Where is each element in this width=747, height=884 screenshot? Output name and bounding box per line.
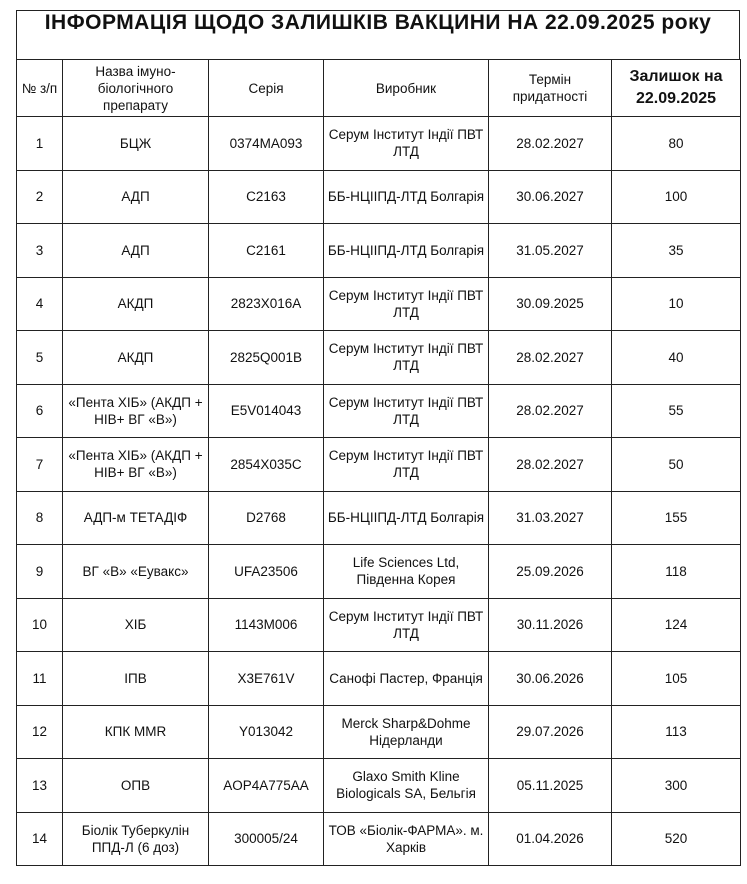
table-row	[17, 331, 741, 385]
series-cell: Y013042	[209, 705, 324, 759]
series-cell: 0374MA093	[209, 117, 324, 171]
table-row	[17, 545, 741, 599]
stock-remaining-cell: 55	[612, 384, 741, 438]
manufacturer-cell: Санофі Пастер, Франція	[324, 652, 489, 706]
series-cell: X3E761V	[209, 652, 324, 706]
series-cell: E5V014043	[209, 384, 324, 438]
stock-remaining-cell: 35	[612, 224, 741, 278]
vaccine-name-cell: ОПВ	[63, 759, 209, 813]
expiry-date-cell: 28.02.2027	[489, 117, 612, 171]
row-number-cell: 7	[17, 438, 63, 492]
table-row	[17, 705, 741, 759]
expiry-date-cell: 30.11.2026	[489, 598, 612, 652]
expiry-date-cell: 30.06.2026	[489, 652, 612, 706]
manufacturer-cell: ББ-НЦІІПД-ЛТД Болгарія	[324, 224, 489, 278]
series-cell: 2825Q001B	[209, 331, 324, 385]
row-number-cell: 4	[17, 277, 63, 331]
series-cell: 2854X035C	[209, 438, 324, 492]
vaccine-name-cell: ХІБ	[63, 598, 209, 652]
vaccine-name-cell: «Пента ХІБ» (АКДП + НІВ+ ВГ «В»)	[63, 384, 209, 438]
manufacturer-cell: Серум Інститут Індії ПВТ ЛТД	[324, 277, 489, 331]
vaccine-name-cell: АДП-м ТЕТАДІФ	[63, 491, 209, 545]
expiry-date-cell: 31.03.2027	[489, 491, 612, 545]
stock-remaining-cell: 105	[612, 652, 741, 706]
expiry-date-cell: 30.09.2025	[489, 277, 612, 331]
series-cell: 2823X016A	[209, 277, 324, 331]
row-number-cell: 5	[17, 331, 63, 385]
table-row	[17, 812, 741, 866]
manufacturer-cell: Merck Sharp&Dohme Нідерланди	[324, 705, 489, 759]
series-cell: D2768	[209, 491, 324, 545]
table-row	[17, 438, 741, 492]
stock-remaining-cell: 155	[612, 491, 741, 545]
vaccine-name-cell: АДП	[63, 170, 209, 224]
row-number-cell: 14	[17, 812, 63, 866]
manufacturer-cell: ББ-НЦІІПД-ЛТД Болгарія	[324, 491, 489, 545]
row-number-cell: 3	[17, 224, 63, 278]
manufacturer-cell: Серум Інститут Індії ПВТ ЛТД	[324, 598, 489, 652]
vaccine-name-cell: КПК MMR	[63, 705, 209, 759]
vaccine-name-cell: АКДП	[63, 331, 209, 385]
table-row	[17, 117, 741, 171]
stock-remaining-cell: 520	[612, 812, 741, 866]
vaccine-name-cell: АДП	[63, 224, 209, 278]
row-number-cell: 9	[17, 545, 63, 599]
row-number-cell: 8	[17, 491, 63, 545]
expiry-date-cell: 05.11.2025	[489, 759, 612, 813]
document-title: ІНФОРМАЦІЯ ЩОДО ЗАЛИШКІВ ВАКЦИНИ НА 22.09.2025 року	[16, 10, 740, 59]
table-row	[17, 384, 741, 438]
stock-remaining-cell: 80	[612, 117, 741, 171]
manufacturer-cell: ТОВ «Біолік-ФАРМА». м. Харків	[324, 812, 489, 866]
manufacturer-cell: Серум Інститут Індії ПВТ ЛТД	[324, 384, 489, 438]
table-row	[17, 224, 741, 278]
vaccine-name-cell: ВГ «В» «Еувакс»	[63, 545, 209, 599]
series-cell: 300005/24	[209, 812, 324, 866]
manufacturer-cell: Серум Інститут Індії ПВТ ЛТД	[324, 438, 489, 492]
row-number-cell: 1	[17, 117, 63, 171]
stock-remaining-cell: 113	[612, 705, 741, 759]
series-cell: C2163	[209, 170, 324, 224]
manufacturer-cell: Glaxo Smith Kline Biologicals SA, Бельгія	[324, 759, 489, 813]
table-row	[17, 759, 741, 813]
column-header-manufacturer: Виробник	[324, 60, 489, 117]
vaccine-stock-table	[16, 59, 741, 866]
expiry-date-cell: 30.06.2027	[489, 170, 612, 224]
table-row	[17, 491, 741, 545]
stock-remaining-cell: 40	[612, 331, 741, 385]
series-cell: C2161	[209, 224, 324, 278]
table-row	[17, 598, 741, 652]
manufacturer-cell: Серум Інститут Індії ПВТ ЛТД	[324, 117, 489, 171]
stock-remaining-cell: 300	[612, 759, 741, 813]
table-row	[17, 170, 741, 224]
stock-remaining-cell: 124	[612, 598, 741, 652]
stock-remaining-cell: 50	[612, 438, 741, 492]
stock-remaining-cell: 10	[612, 277, 741, 331]
manufacturer-cell: ББ-НЦІІПД-ЛТД Болгарія	[324, 170, 489, 224]
row-number-cell: 10	[17, 598, 63, 652]
series-cell: AOP4A775AA	[209, 759, 324, 813]
vaccine-name-cell: Біолік Туберкулін ППД-Л (6 доз)	[63, 812, 209, 866]
column-header-row-number: № з/п	[17, 60, 63, 117]
table-row	[17, 277, 741, 331]
series-cell: UFA23506	[209, 545, 324, 599]
expiry-date-cell: 28.02.2027	[489, 331, 612, 385]
table-row	[17, 652, 741, 706]
expiry-date-cell: 29.07.2026	[489, 705, 612, 759]
row-number-cell: 13	[17, 759, 63, 813]
vaccine-name-cell: БЦЖ	[63, 117, 209, 171]
vaccine-name-cell: «Пента ХІБ» (АКДП + НІВ+ ВГ «В»)	[63, 438, 209, 492]
manufacturer-cell: Life Sciences Ltd, Південна Корея	[324, 545, 489, 599]
vaccine-name-cell: АКДП	[63, 277, 209, 331]
expiry-date-cell: 25.09.2026	[489, 545, 612, 599]
column-header-stock-remaining: Залишок на 22.09.2025	[612, 60, 741, 117]
row-number-cell: 11	[17, 652, 63, 706]
expiry-date-cell: 28.02.2027	[489, 384, 612, 438]
stock-remaining-cell: 118	[612, 545, 741, 599]
manufacturer-cell: Серум Інститут Індії ПВТ ЛТД	[324, 331, 489, 385]
expiry-date-cell: 31.05.2027	[489, 224, 612, 278]
document	[16, 10, 740, 866]
row-number-cell: 2	[17, 170, 63, 224]
expiry-date-cell: 01.04.2026	[489, 812, 612, 866]
row-number-cell: 6	[17, 384, 63, 438]
series-cell: 1143M006	[209, 598, 324, 652]
column-header-vaccine-name: Назва імуно-біологічного препарату	[63, 60, 209, 117]
column-header-expiry-date: Термін придатності	[489, 60, 612, 117]
vaccine-name-cell: ІПВ	[63, 652, 209, 706]
header-row	[17, 60, 741, 117]
stock-remaining-cell: 100	[612, 170, 741, 224]
expiry-date-cell: 28.02.2027	[489, 438, 612, 492]
column-header-series: Серія	[209, 60, 324, 117]
row-number-cell: 12	[17, 705, 63, 759]
